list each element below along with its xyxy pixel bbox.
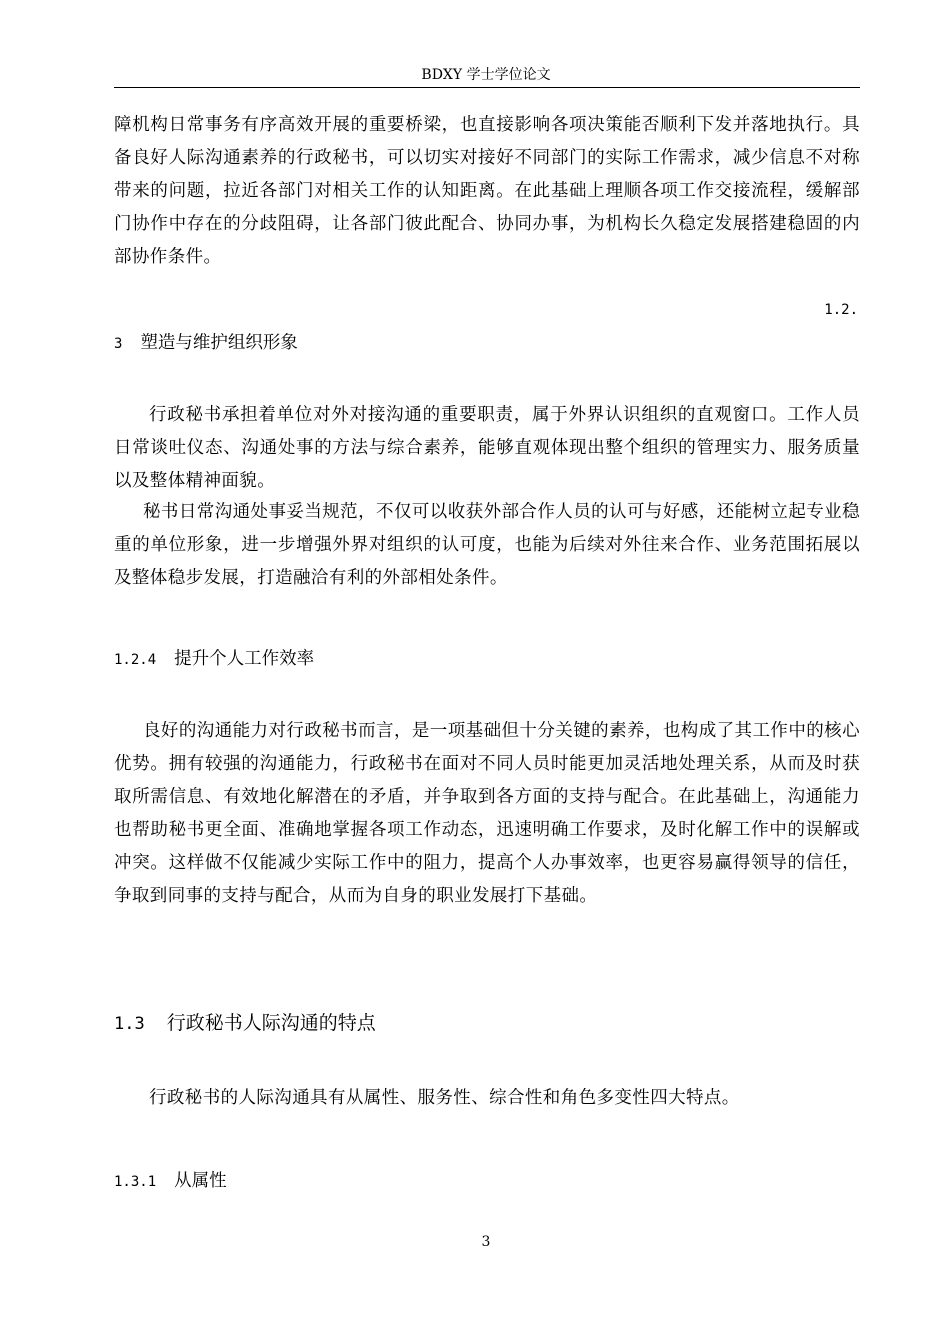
- heading-number: 1.3.1: [114, 1174, 157, 1190]
- heading-title: 塑造与维护组织形象: [140, 333, 298, 353]
- heading-1-3-1: [114, 1169, 227, 1194]
- page-number: 3: [481, 1234, 491, 1250]
- heading-number: 1.3: [114, 1014, 145, 1034]
- paragraph-4: 良好的沟通能力对行政秘书而言，是一项基础但十分关键的素养，也构成了其工作中的核心优势。拥有较强的沟通能力，行政秘书在面对不同人员时能更加灵活地处理关系，从而及时获取所需信息、有效地化解潜在的矛盾，并争取到各方面的支持与配合。在此基础上，沟通能力也帮助秘书更全面、准确地掌握各项工作动态，迅速明确工作要求，及时化解工作中的误解或冲突。这样做不仅能减少实际工作中的阻力，提高个人办事效率，也更容易赢得领导的信任，争取到同事的支持与配合，从而为自身的职业发展打下基础。: [114, 721, 860, 906]
- heading-number: 3: [114, 336, 123, 352]
- paragraph-5: 行政秘书的人际沟通具有从属性、服务性、综合性和角色多变性四大特点。: [149, 1088, 740, 1108]
- heading-title: 从属性: [174, 1171, 227, 1191]
- paragraph-3: 秘书日常沟通处事妥当规范，不仅可以收获外部合作人员的认可与好感，还能树立起专业稳重的单位形象，进一步增强外界对组织的认可度，也能为后续对外往来合作、业务范围拓展以及整体稳步发展，打造融洽有利的外部相处条件。: [114, 502, 860, 588]
- heading-title: 行政秘书人际沟通的特点: [166, 1012, 376, 1034]
- section-number-fragment: 1.2.: [824, 302, 858, 318]
- paragraph-1: 障机构日常事务有序高效开展的重要桥梁，也直接影响各项决策能否顺利下发并落地执行。具备良好人际沟通素养的行政秘书，可以切实对接好不同部门的实际工作需求，减少信息不对称带来的问题，拉近各部门对相关工作的认知距离。在此基础上理顺各项工作交接流程，缓解部门协作中存在的分歧阻碍，让各部门彼此配合、协同办事，为机构长久稳定发展搭建稳固的内部协作条件。: [114, 115, 860, 267]
- paragraph-2: 行政秘书承担着单位对外对接沟通的重要职责，属于外界认识组织的直观窗口。工作人员日常谈吐仪态、沟通处事的方法与综合素养，能够直观体现出整个组织的管理实力、服务质量以及整体精神面貌。: [114, 405, 860, 491]
- page-header: BDXY 学士学位论文: [421, 67, 551, 83]
- heading-number: 1.2.4: [114, 652, 157, 668]
- heading-1-3: [114, 1009, 376, 1038]
- header-rule: [114, 87, 860, 88]
- heading-title: 提升个人工作效率: [174, 649, 315, 669]
- heading-1-2-3: [114, 331, 298, 356]
- heading-1-2-4: [114, 647, 314, 672]
